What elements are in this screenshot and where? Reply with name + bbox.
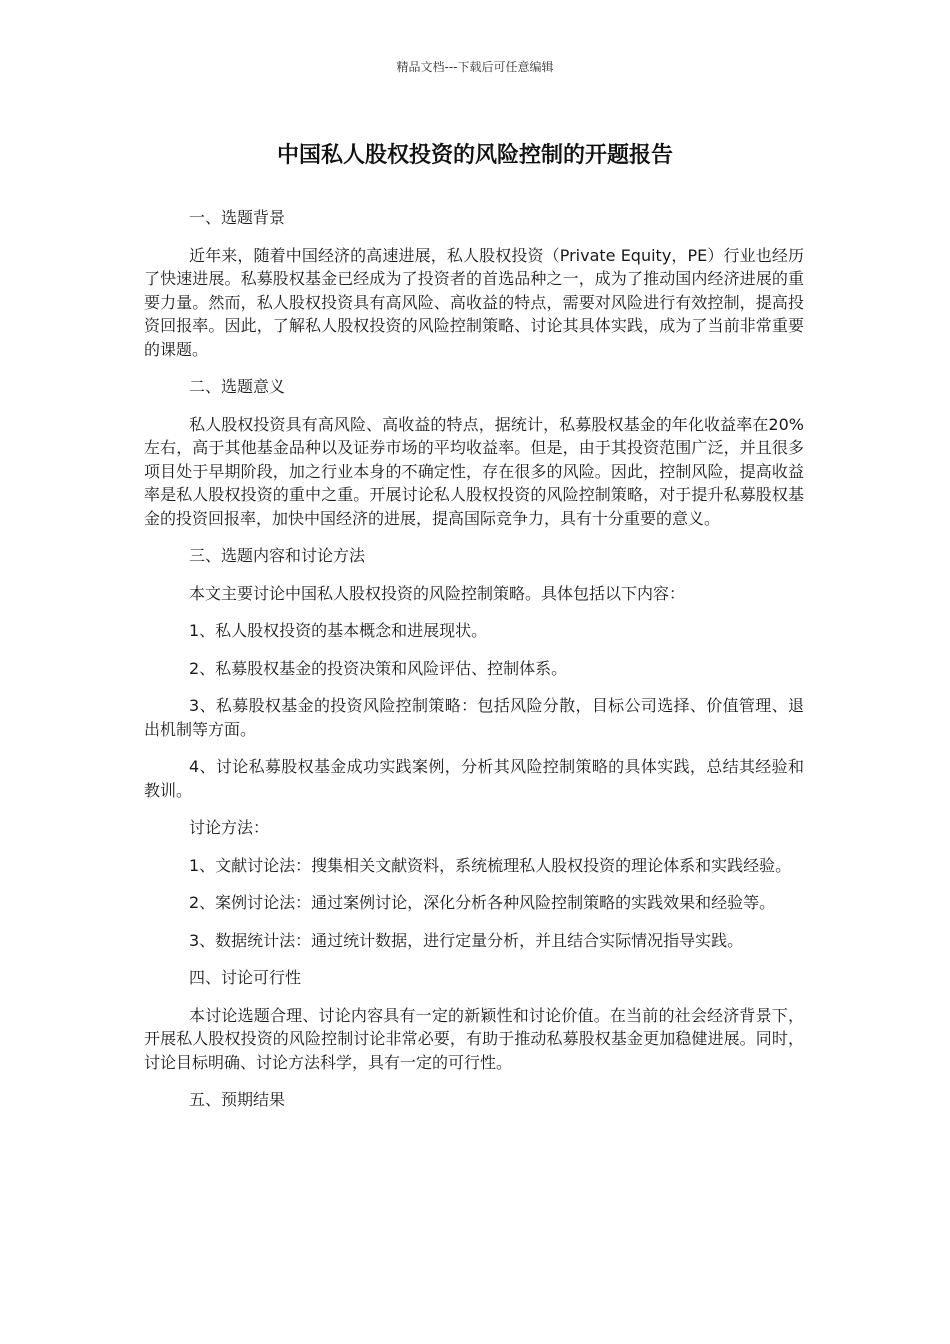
list-item: 1、私人股权投资的基本概念和进展现状。: [189, 621, 488, 640]
paragraph-background: 近年来，随着中国经济的高速进展，私人股权投资（Private Equity，PE）行业也经历了快速进展。私募股权基金已经成为了投资者的首选品种之一，成为了推动国内经济进展的重要力量。然而，私人股权投资具有高风险、高收益的特点，需要对风险进行有效控制，提高投资回报率。因此，了解私人股权投资的风险控制策略、讨论其具体实践，成为了当前非常重要的课题。: [144, 245, 804, 359]
list-item: 4、讨论私募股权基金成功实践案例，分析其风险控制策略的具体实践，总结其经验和教训。: [144, 757, 804, 800]
method-item: 1、文献讨论法：搜集相关文献资料，系统梳理私人股权投资的理论体系和实践经验。: [189, 855, 792, 875]
section-heading-background: 一、选题背景: [189, 208, 286, 227]
section-heading-significance: 二、选题意义: [189, 377, 286, 396]
header-note: 精品文档---下载后可任意编辑: [396, 60, 554, 74]
section-heading-feasibility: 四、讨论可行性: [189, 968, 302, 987]
list-item: 2、私募股权基金的投资决策和风险评估、控制体系。: [189, 658, 568, 678]
paragraph-significance: 私人股权投资具有高风险、高收益的特点，据统计，私募股权基金的年化收益率在20%左右，高于其他基金品种以及证券市场的平均收益率。但是，由于其投资范围广泛，并且很多项目处于早期阶段，加之行业本身的不确定性，存在很多的风险。因此，控制风险，提高收益率是私人股权投资的重中之重。开展讨论私人股权投资的风险控制策略，对于提升私募股权基金的投资回报率，加快中国经济的进展，提高国际竞争力，具有十分重要的意义。: [144, 414, 804, 528]
list-item: 3、私募股权基金的投资风险控制策略：包括风险分散，目标公司选择、价值管理、退出机制等方面。: [144, 696, 804, 739]
method-item: 2、案例讨论法：通过案例讨论，深化分析各种风险控制策略的实践效果和经验等。: [189, 893, 776, 912]
section-heading-expected-results: 五、预期结果: [189, 1090, 286, 1109]
paragraph-content-intro: 本文主要讨论中国私人股权投资的风险控制策略。具体包括以下内容：: [189, 583, 686, 603]
subheading-methods: 讨论方法：: [189, 818, 270, 837]
document-body: [144, 206, 804, 1126]
page-title: 中国私人股权投资的风险控制的开题报告: [276, 143, 673, 168]
paragraph-feasibility: 本讨论选题合理、讨论内容具有一定的新颖性和讨论价值。在当前的社会经济背景下，开展私人股权投资的风险控制讨论非常必要，有助于推动私募股权基金更加稳健进展。同时，讨论目标明确、讨论方法科学，具有一定的可行性。: [144, 1005, 804, 1072]
method-item: 3、数据统计法：通过统计数据，进行定量分析，并且结合实际情况指导实践。: [189, 930, 744, 950]
section-heading-content-methods: 三、选题内容和讨论方法: [189, 546, 366, 565]
